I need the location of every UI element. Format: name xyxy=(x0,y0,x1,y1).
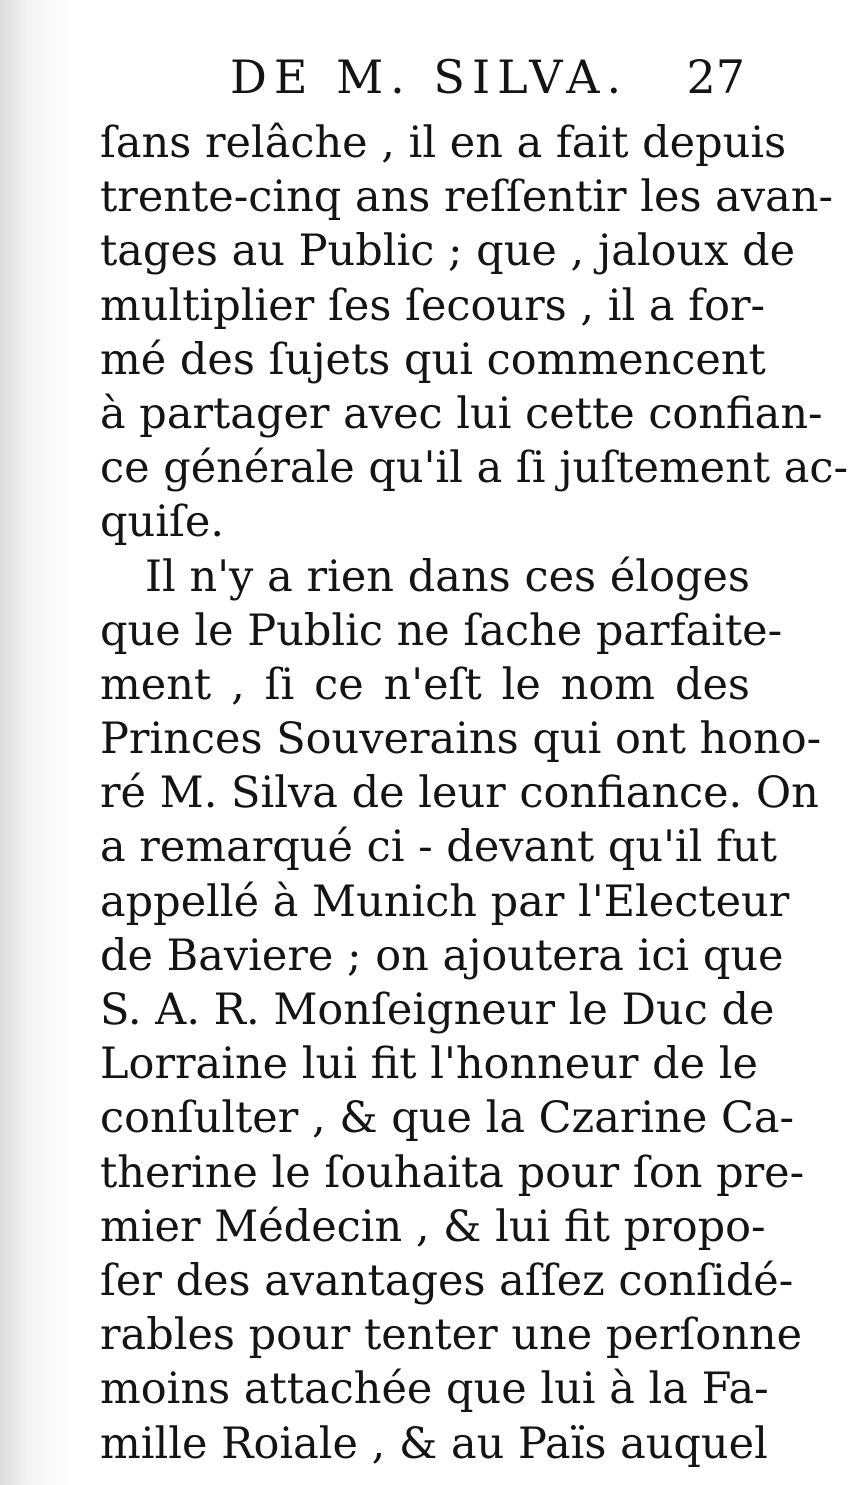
text-line: de Baviere ; on ajoutera ici que xyxy=(100,930,784,981)
text-line: appellé à Munich par l'Electeur xyxy=(100,876,790,927)
page-number: 27 xyxy=(686,50,745,104)
text-line: Lorraine lui fit l'honneur de le xyxy=(100,1039,758,1090)
text-line: therine le ſouhaita pour ſon pre- xyxy=(100,1147,805,1198)
text-line: trente-cinq ans reſſentir les avan- xyxy=(100,172,833,223)
text-line: à partager avec lui cette confian- xyxy=(100,388,823,439)
text-line: tages au Public ; que , jaloux de xyxy=(100,226,796,277)
text-line: rables pour tenter une perſonne xyxy=(100,1310,803,1361)
text-line: mier Médecin , & lui fit propo- xyxy=(100,1201,766,1252)
text-line: ment , ſi ce n'eſt le nom des xyxy=(100,659,750,710)
text-line: conſulter , & que la Czarine Ca- xyxy=(100,1093,795,1144)
text-line: ſer des avantages aſſez conſidé- xyxy=(100,1255,794,1306)
text-line: a remarqué ci - devant qu'il fut xyxy=(100,822,777,873)
text-line: que le Public ne ſache parfaite- xyxy=(100,605,783,656)
text-line: mille Roiale , & au Païs auquel xyxy=(100,1418,768,1469)
text-line: S. A. R. Monſeigneur le Duc de xyxy=(100,985,775,1035)
text-line: mé des ſujets qui commencent xyxy=(100,334,766,385)
text-line: Princes Souverains qui ont hono- xyxy=(100,714,822,765)
page-edge-shadow xyxy=(0,0,70,1485)
text-line: ſans relâche , il en a fait depuis xyxy=(100,118,787,168)
running-head: DE M. SILVA. xyxy=(230,50,629,104)
text-line: quiſe. xyxy=(100,497,225,548)
body-text xyxy=(100,116,848,1471)
page-header xyxy=(230,52,745,102)
text-line: multiplier ſes ſecours , il a for- xyxy=(100,280,766,331)
paragraph-start-line: Il n'y a rien dans ces éloges xyxy=(145,551,750,602)
text-line: ré M. Silva de leur confiance. On xyxy=(100,768,819,819)
text-line: ce générale qu'il a ſi juſtement ac- xyxy=(100,443,848,494)
text-line: moins attachée que lui à la Fa- xyxy=(100,1364,769,1415)
